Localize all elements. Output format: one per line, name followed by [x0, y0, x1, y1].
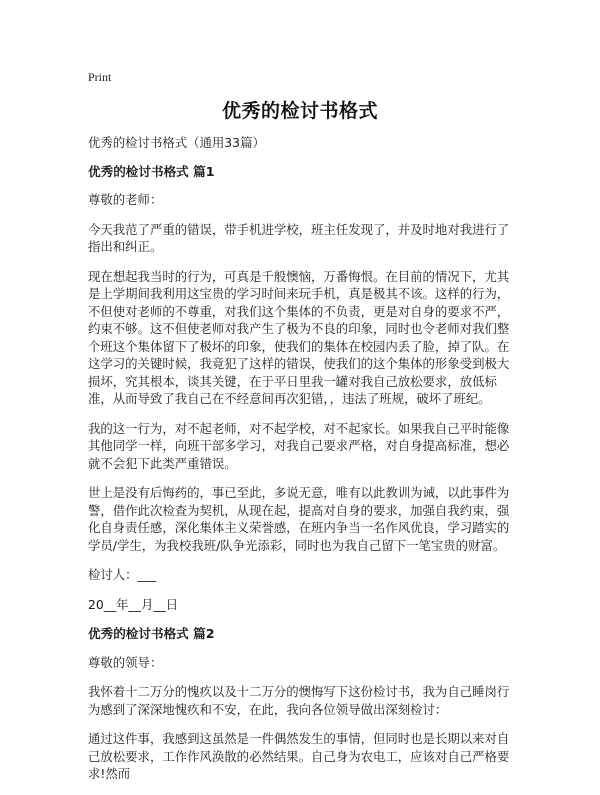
- section1-paragraph: 我的这一行为，对不起老师，对不起学校，对不起家长。如果我自己平时能像其他同学一样，向班干部多学习，对我自己要求严格，对自身提高标准，想必就不会犯下此类严重错误。: [88, 420, 510, 471]
- section1-paragraph: 今天我范了严重的错误，带手机进学校，班主任发现了，并及时地对我进行了指出和纠正。: [88, 221, 510, 254]
- section1-paragraph: 现在想起我当时的行为，可真是千般懊恼，万番悔恨。在目前的情况下，尤其是上学期间我利用这宝贵的学习时间来玩手机，真是极其不该。这样的行为，不但使对老师的不尊重，对我们这个集体的不负责，更是对自身的要求不严，约束不够。这不但使老师对我产生了极为不良的印象，同时也令老师对我们整个班这个集体留下了极坏的印象，使我们的集体在校园内丢了脸，掉了队。在这学习的关键时候，我竟犯了这样的错误，使我们的这个集体的形象受到极大损坏，究其根本，谈其关键，在于平日里我一罐对我自己放松要求，放低标准，从而导致了我自己在不经意间再次犯错，，违法了班规，破坏了班纪。: [88, 268, 510, 406]
- section1-greeting: 尊敬的老师：: [88, 192, 163, 207]
- section1-signer: 检讨人：___: [88, 567, 157, 582]
- section-heading-1: 优秀的检讨书格式 篇1: [88, 163, 215, 179]
- section2-greeting: 尊敬的领导：: [88, 654, 163, 670]
- section2-paragraph: 我怀着十二万分的愧疚以及十二万分的懊悔写下这份检讨书，我为自己睡岗行为感到了深深地愧疚和不安，在此，我向各位领导做出深刻检讨：: [88, 684, 510, 717]
- document-body: [88, 134, 520, 795]
- section1-date: 20__年__月__日: [88, 596, 179, 612]
- section1-paragraph: 世上是没有后悔药的，事已至此，多说无意，唯有以此教训为诫，以此事件为警，借作此次检查为契机，从现在起，提高对自身的要求，加强自我约束，强化自身责任感，深化集体主义荣誉感，在班内争当一名作风优良，学习踏实的学员/学生，为我校我班/队争光添彩，同时也为我自己留下一笔宝贵的财富。: [88, 485, 510, 553]
- page-title: 优秀的检讨书格式: [221, 100, 378, 122]
- section2-paragraph: 通过这件事，我感到这虽然是一件偶然发生的事情，但同时也是长期以来对自己放松要求，工作作风涣散的必然结果。自己身为农电工，应该对自己严格要求!然而: [88, 731, 510, 781]
- document-subtitle: 优秀的检讨书格式（通用33篇）: [88, 135, 265, 150]
- print-link[interactable]: Print: [88, 70, 112, 84]
- section-heading-2: 优秀的检讨书格式 篇2: [88, 626, 215, 641]
